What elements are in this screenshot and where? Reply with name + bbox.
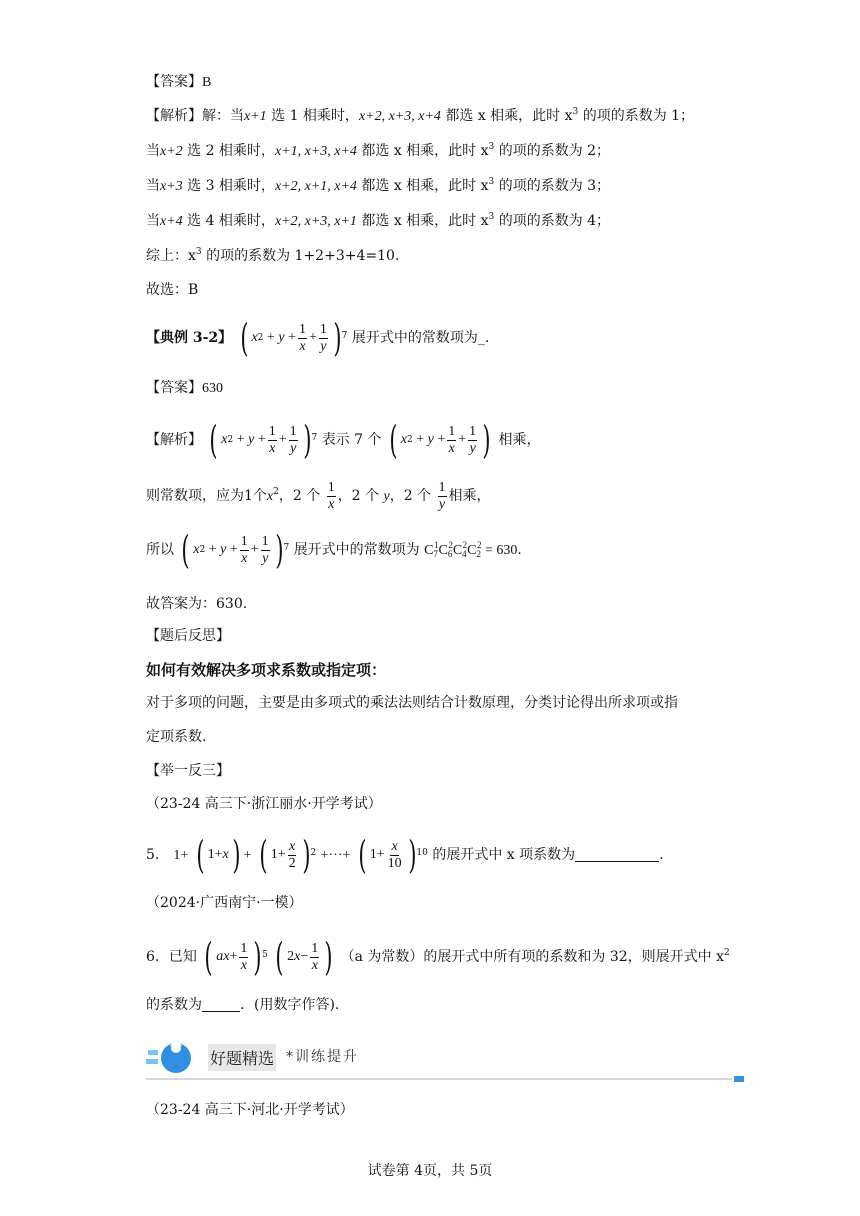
reflection-body-2: 定项系数. (146, 729, 207, 745)
result-line: 所以 ( x 2 + y + $\frac{1}{x}$ + $\frac{1}{y}$ ) 7 展开式中的常数项为 $C_7^1C_6^2C_4^2C_2^2 = 630$. (146, 528, 522, 572)
banner-title: 好题精选 (208, 1044, 276, 1071)
page-footer: 试卷第 4页，共 5页 (367, 1163, 493, 1179)
banner-logo-icon (146, 1032, 192, 1078)
section-banner (146, 1030, 746, 1082)
reflection-body-1: 对于多项的问题，主要是由多项式的乘法法则结合计数原理，分类讨论得出所求项或指 (146, 695, 678, 711)
q6-source: （2024·广西南宁·一模） (146, 895, 303, 911)
analysis-summary: 综上：$x^3$ 的项的系数为 1+2+3+4=10. (146, 247, 400, 264)
analysis-choice: 故选：B (146, 282, 199, 298)
banner-divider (146, 1078, 732, 1080)
example-answer: 【答案】630 (146, 380, 223, 396)
analysis-line-3: 当x+3 选 3 相乘时，x+2, x+1, x+4 都选 x 相乘，此时 $x^3$ 的项的系数为 3； (146, 177, 611, 194)
answer-line (146, 72, 211, 93)
answer-blank (575, 847, 659, 862)
answer-label: 【答案】 (146, 74, 202, 90)
banner-accent (734, 1076, 744, 1082)
reflection-label: 【题后反思】 (146, 628, 230, 644)
example-question: 【典例 3-2】 ( x 2 + y + $\frac{1}{x}$ + $\frac{1}{y}$ ) 7 展开式中的常数项为_. (146, 316, 490, 360)
final-answer: 故答案为：630. (146, 596, 248, 612)
analysis-line-4: 当x+4 选 4 相乘时，x+2, x+3, x+1 都选 x 相乘，此时 $x^3$ 的项的系数为 4； (146, 212, 611, 229)
question-5: 5． 1+ ( 1+ x ) + ( 1+ $\frac{x}{2}$ ) 2 +···+ ( 1+ $\frac{x}{10}$ ) 10 的展开式中 x 项系数为 . (146, 833, 664, 877)
expression-polynomial: ( x 2 + y + $\frac{1}{x}$ + $\frac{1}{y}$ ) 7 (239, 316, 348, 360)
question-6-line2: 的系数为 ．(用数字作答). (146, 997, 340, 1013)
combination-product: $C_7^1C_6^2C_4^2C_2^2$ (424, 540, 482, 559)
banner-subtitle: *训练提升 (286, 1049, 359, 1065)
constant-term-line: 则常数项，应为1个$x^2$，2 个 $\frac{1}{x}$ ，2 个 y，2 个 $\frac{1}{y}$ 相乘， (146, 479, 491, 512)
answer-blank (202, 997, 240, 1012)
answer-value: B (202, 75, 212, 90)
next-source: （23-24 高三下·河北·开学考试） (146, 1102, 354, 1118)
analysis-label: 【解析】 (146, 108, 202, 124)
q5-source: （23-24 高三下·浙江丽水·开学考试） (146, 796, 382, 812)
analysis-line-1: 【解析】解：当x+1 选 1 相乘时，x+2, x+3, x+4 都选 x 相乘，此时 $x^3$ 的项的系数为 1； (146, 107, 695, 124)
example-analysis: 【解析】 ( x 2 + y + $\frac{1}{x}$ + $\frac{1}{y}$ ) 7 表示 7 个 ( x 2 + y + $\frac{1}{x}$ + $\frac{1}{y}$ ) 相乘， (146, 418, 541, 462)
question-6: 6．已知 ( ax + $\frac{1}{x}$ ) 5 ( 2 x − $\frac{1}{x}$ ) （a 为常数）的展开式中所有项的系数和为 32，则展开式中 $x^2$ (146, 935, 730, 979)
analysis-line-2: 当x+2 选 2 相乘时，x+1, x+3, x+4 都选 x 相乘，此时 $x^3$ 的项的系数为 2； (146, 142, 611, 159)
reflection-heading: 如何有效解决多项求系数或指定项： (146, 661, 387, 679)
example-label: 【典例 3-2】 (146, 330, 233, 346)
practice-label: 【举一反三】 (146, 763, 230, 779)
